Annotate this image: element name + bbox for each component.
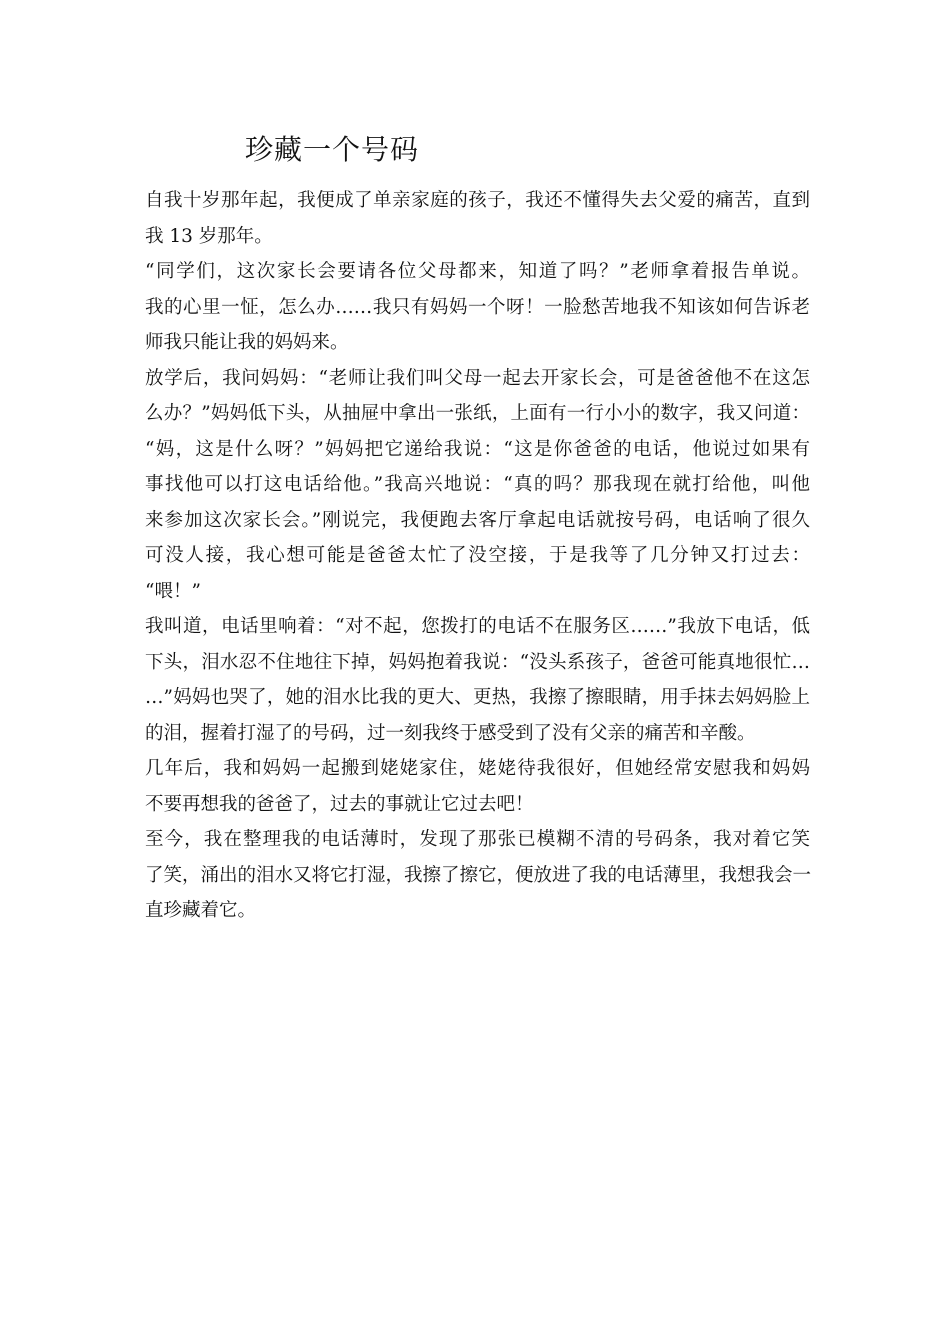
text-line: 么办？”妈妈低下头，从抽屉中拿出一张纸，上面有一行小小的数字，我又问道： [145,403,810,424]
document-body [145,183,810,929]
text-line: 可没人接，我心想可能是爸爸太忙了没空接，于是我等了几分钟又打过去： [145,545,810,566]
document-title: 珍藏一个号码 [245,133,420,166]
text-line: 了笑，涌出的泪水又将它打湿，我擦了擦它，便放进了我的电话薄里，我想我会一 [145,864,812,886]
text-line: “同学们，这次家长会要请各位父母都来，知道了吗？”老师拿着报告单说。 [145,261,810,282]
text-line: 下头，泪水忍不住地往下掉，妈妈抱着我说：“没头系孩子，爸爸可能真地很忙… [145,651,810,673]
text-line: 不要再想我的爸爸了，过去的事就让它过去吧！ [145,793,534,815]
text-line: 直珍藏着它。 [145,900,257,921]
text-line: 我的心里一怔，怎么办……我只有妈妈一个呀！一脸愁苦地我不知该如何告诉老 [145,296,810,318]
text-line: 我 13 岁那年。 [145,225,273,247]
text-line: “妈，这是什么呀？”妈妈把它递给我说：“这是你爸爸的电话，他说过如果有 [145,438,810,460]
text-line: 自我十岁那年起，我便成了单亲家庭的孩子，我还不懂得失去父爱的痛苦，直到 [145,190,810,211]
text-line: 我叫道，电话里响着：“对不起，您拨打的电话不在服务区……”我放下电话，低 [145,616,810,637]
text-line: 事找他可以打这电话给他。”我高兴地说：“真的吗？那我现在就打给他，叫他 [145,474,810,495]
text-line: 的泪，握着打湿了的号码，过一刻我终于感受到了没有父亲的痛苦和辛酸。 [145,722,756,744]
text-line: 至今，我在整理我的电话薄时，发现了那张已模糊不清的号码条，我对着它笑 [145,829,810,850]
text-line: 放学后，我问妈妈：“老师让我们叫父母一起去开家长会，可是爸爸他不在这怎 [145,367,810,389]
text-line: 几年后，我和妈妈一起搬到姥姥家住，姥姥待我很好，但她经常安慰我和妈妈 [145,758,810,779]
text-line: 师我只能让我的妈妈来。 [145,332,349,353]
text-line: 来参加这次家长会。”刚说完，我便跑去客厅拿起电话就按号码，电话响了很久 [145,509,810,531]
text-line: “喂！” [145,580,201,602]
text-line: …”妈妈也哭了，她的泪水比我的更大、更热，我擦了擦眼睛，用手抹去妈妈脸上 [145,687,810,708]
